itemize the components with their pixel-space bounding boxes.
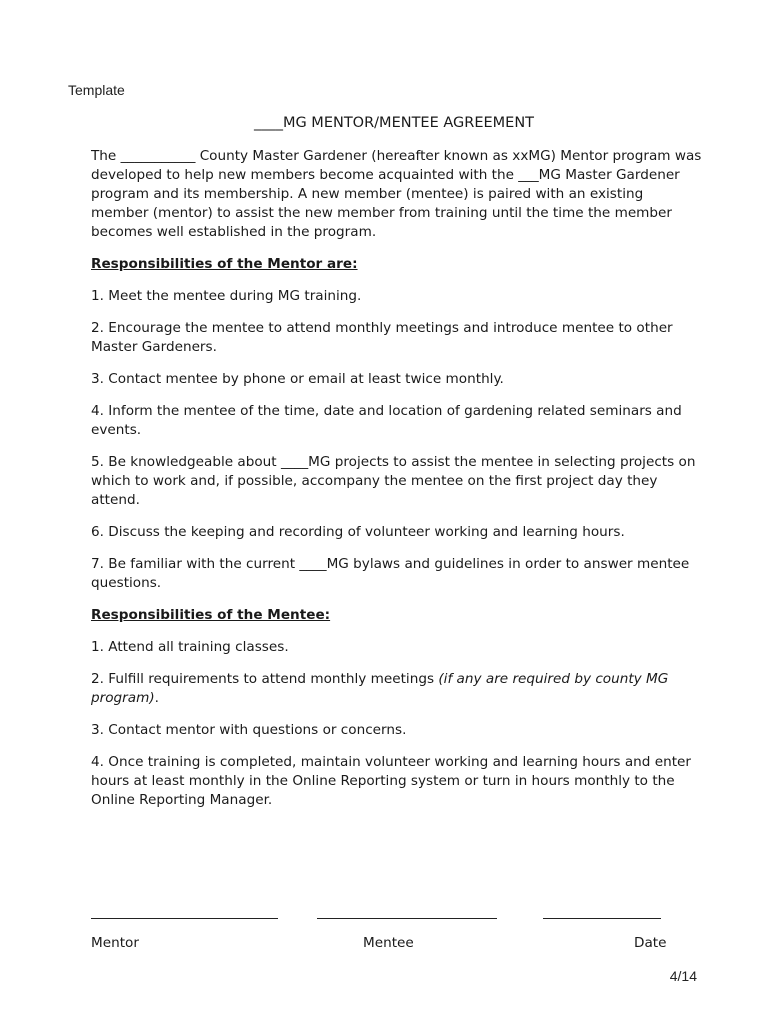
- document-body: [91, 147, 703, 823]
- mentee-item: 3. Contact mentor with questions or concerns.: [91, 722, 407, 738]
- date-signature-line[interactable]: [543, 918, 661, 919]
- mentee-item: 1. Attend all training classes.: [91, 639, 289, 655]
- mentor-item: 4. Inform the mentee of the time, date and location of gardening related seminars and events.: [91, 403, 682, 438]
- mentor-item: 1. Meet the mentee during MG training.: [91, 288, 362, 304]
- mentee-signature-line[interactable]: [317, 918, 497, 919]
- mentor-item: 2. Encourage the mentee to attend monthly meetings and introduce mentee to other Master Gardeners.: [91, 320, 673, 355]
- signature-lines: [0, 904, 770, 924]
- template-label: Template: [68, 82, 125, 98]
- mentee-item-period: .: [154, 690, 159, 706]
- mentee-item-text: 2. Fulfill requirements to attend monthly meetings: [91, 671, 439, 687]
- mentee-item: [91, 670, 703, 708]
- mentor-item: 6. Discuss the keeping and recording of volunteer working and learning hours.: [91, 524, 625, 540]
- document-title: ____MG MENTOR/MENTEE AGREEMENT: [253, 115, 535, 131]
- page-number: 4/14: [669, 968, 697, 984]
- date-label: Date: [634, 935, 667, 951]
- mentor-section-heading: Responsibilities of the Mentor are:: [91, 256, 358, 272]
- mentor-item: 5. Be knowledgeable about ____MG projects to assist the mentee in selecting projects on which to work and, if possible, accompany the mentee on the first project day they attend.: [91, 454, 696, 508]
- mentor-item: 3. Contact mentee by phone or email at least twice monthly.: [91, 371, 504, 387]
- mentee-item-italic-text: (if any are required by county MG program): [91, 671, 669, 706]
- mentor-item: 7. Be familiar with the current ____MG bylaws and guidelines in order to answer mentee questions.: [91, 556, 690, 591]
- mentee-section-heading: Responsibilities of the Mentee:: [91, 607, 331, 623]
- mentor-label: Mentor: [91, 935, 139, 951]
- mentor-signature-line[interactable]: [91, 918, 278, 919]
- mentee-label: Mentee: [363, 935, 414, 951]
- mentee-item: 4. Once training is completed, maintain volunteer working and learning hours and enter hours at least monthly in the Online Reporting system or turn in hours monthly to the Online Reporting Manager.: [91, 754, 691, 808]
- intro-paragraph: The ___________ County Master Gardener (hereafter known as xxMG) Mentor program was developed to help new members become acquainted with the ___MG Master Gardener program and its membership. A new member (mentee) is paired with an existing member (mentor) to assist the new member from training until the time the member becomes well established in the program.: [91, 148, 702, 240]
